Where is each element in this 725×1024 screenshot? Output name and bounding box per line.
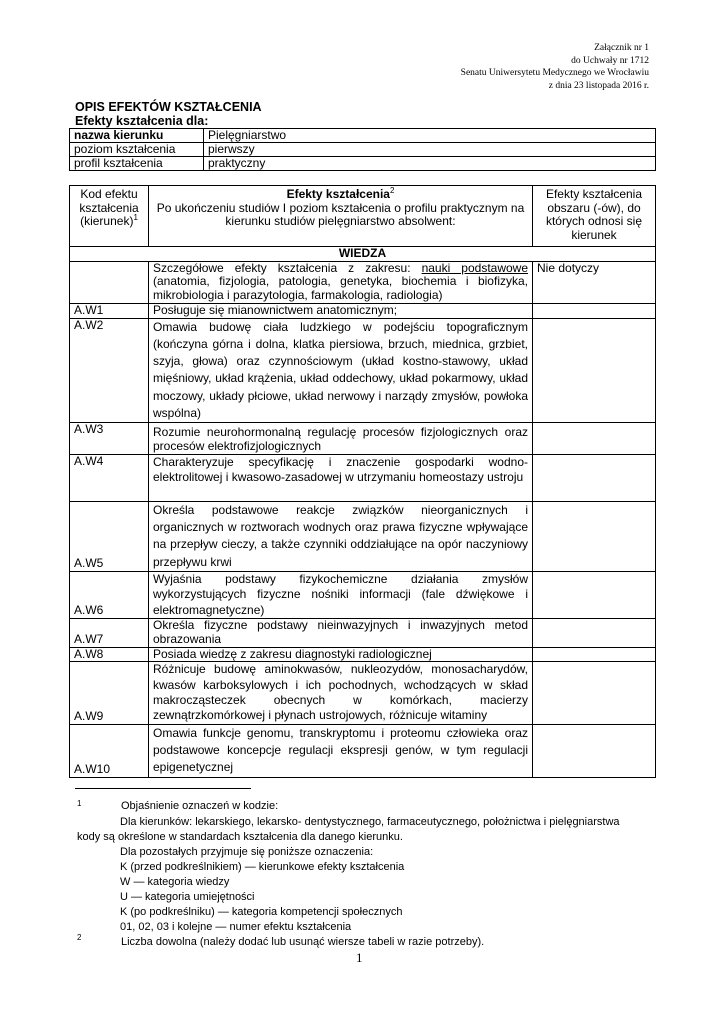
area-cell: Nie dotyczy [533,261,656,303]
code-cell [70,261,149,303]
learning-outcomes-table [69,185,656,778]
footnote-mark: 1 [77,799,82,808]
outcomes-header-text: Po ukończeniu studiów I poziom kształcenia o profilu praktycznym na kierunku studiów pielęgniarstwo absolwent: [156,200,525,229]
code-cell: A.W8 [70,647,149,662]
outcome-cell: Różnicuje budowę aminokwasów, nukleozydów, monosacharydów, kwasów karboksylowych i ich pochodnych, wchodzących w skład makrocząsteczek obecnych w komórkach, macierzy zewnątrzkomórkowej i płynach ustrojowych, różnicuje witaminy [149,662,533,725]
footnote-mark: 2 [77,933,82,942]
table-header-row [70,186,656,247]
outcome-cell: Wyjaśnia podstawy fizykochemiczne działania zmysłów wykorzystujących fizyczne nośniki informacji (fale dźwiękowe i elektromagnetyczne) [149,571,533,618]
table-row [70,647,656,662]
code-cell: A.W1 [70,303,149,318]
info-label: profil kształcenia [70,157,204,171]
document-subtitle: Efekty kształcenia dla: [75,114,209,128]
table-row [70,619,656,647]
outcomes-column-header [149,186,533,247]
area-cell [533,423,656,454]
footnote-ref: 1 [133,213,138,223]
table-row [70,261,656,303]
footnote-line: Dla pozostałych przyjmuje się poniższe oznaczenia: [120,846,374,858]
annex-header [349,42,649,92]
area-cell [533,724,656,777]
senate-name: Senatu Uniwersytetu Medycznego we Wrocławiu [460,68,649,78]
document-title: OPIS EFEKTÓW KSZTAŁCENIA [75,100,262,114]
resolution-date: z dnia 23 listopada 2016 r. [548,80,649,91]
code-column-header: Kod efektu kształcenia (kierunek)$^1$ [70,186,149,247]
footnote-ref: 2 [389,186,395,195]
info-row [70,129,656,143]
footnote-line: kody są określone w standardach kształcenia dla danego kierunku. [77,831,403,843]
footnote-line: Dla kierunków: lekarskiego, lekarsko- dentystycznego, farmaceutycznego, położnictwa i pielęgniarstwa [120,816,620,828]
intro-underlined: nauki podstawowe [421,260,529,275]
page-number: 1 [356,950,363,965]
area-cell [533,303,656,318]
footnote-line: Liczba dowolna (należy dodać lub usunąć wiersze tabeli w razie potrzeby). [121,936,485,948]
table-row [70,501,656,571]
area-cell [533,454,656,501]
code-cell: A.W7 [70,619,149,647]
info-label: poziom kształcenia [70,143,204,157]
footnote-separator [75,788,251,789]
outcome-cell: Szczegółowe efekty kształcenia z zakresu: nauki podstawowe (anatomia, fizjologia, patologia, genetyka, biochemia i biofizyka, mikrobiologia i parazytologia, farmakologia, radiologia) [149,261,533,303]
footnote-line: U — kategoria umiejętności [120,891,255,903]
section-heading: WIEDZA [70,247,656,262]
footnote-line: W — kategoria wiedzy [120,876,230,888]
footnote-title: Objaśnienie oznaczeń w kodzie: [121,800,279,812]
footnote-line: K (przed podkreślnikiem) — kierunkowe efekty kształcenia [120,861,405,873]
table-row [70,571,656,618]
section-row [70,247,656,262]
code-cell: A.W2 [70,318,149,423]
info-value: Pielęgniarstwo [204,129,656,143]
area-cell [533,619,656,647]
area-column-header: Efekty kształcenia obszaru (-ów), do których odnosi się kierunek [533,186,656,247]
outcome-cell: Omawia budowę ciała ludzkiego w podejściu topograficznym (kończyna górna i dolna, klatka piersiowa, brzuch, miednica, grzbiet, szyja, głowa) oraz czynnościowym (układ kostno-stawowy, układ mięśniowy, układ krążenia, układ oddechowy, układ pokarmowy, układ moczowy, układy płciowe, układ nerwowy i narządy zmysłów, powłoka wspólna) [149,318,533,423]
area-cell [533,647,656,662]
code-cell: A.W6 [70,571,149,618]
info-value: pierwszy [204,143,656,157]
table-row [70,318,656,423]
footnote-line: 01, 02, 03 i kolejne — numer efektu kształcenia [120,921,352,933]
table-row [70,423,656,454]
code-cell: A.W4 [70,454,149,501]
area-cell [533,662,656,725]
program-info-table [69,128,656,171]
table-row [70,724,656,777]
info-row [70,143,656,157]
code-cell: A.W9 [70,662,149,725]
table-row [70,662,656,725]
outcome-cell: Posługuje się mianownictwem anatomicznym; [149,303,533,318]
area-cell [533,571,656,618]
table-row [70,454,656,501]
outcome-cell: Rozumie neurohormonalną regulację procesów fizjologicznych oraz procesów elektrofizjologicznych [149,423,533,454]
info-value: praktyczny [204,157,656,171]
code-cell: A.W3 [70,423,149,454]
outcome-cell: Określa fizyczne podstawy nieinwazyjnych i inwazyjnych metod obrazowania [149,619,533,647]
code-cell: A.W5 [70,501,149,571]
outcome-cell: Posiada wiedzę z zakresu diagnostyki radiologicznej [149,647,533,662]
outcome-cell: Charakteryzuje specyfikację i znaczenie gospodarki wodno-elektrolitowej i kwasowo-zasadowej w utrzymaniu homeostazy ustroju [149,454,533,501]
outcomes-header-title: Efekty kształcenia [286,187,390,201]
resolution-number: do Uchwały nr 1712 [571,55,649,66]
outcome-cell: Omawia funkcje genomu, transkryptomu i proteomu człowieka oraz podstawowe koncepcje regulacji ekspresji genów, w tym regulacji epigenetycznej [149,724,533,777]
info-label: nazwa kierunku [70,129,204,143]
area-cell [533,318,656,423]
code-cell: A.W10 [70,724,149,777]
table-row [70,303,656,318]
annex-number: Załącznik nr 1 [594,43,649,53]
footnote-line: K (po podkreślniku) — kategoria kompetencji społecznych [120,906,403,918]
outcome-cell: Określa podstawowe reakcje związków nieorganicznych i organicznych w roztworach wodnych oraz prawa fizyczne wpływające na przepływ cieczy, a także czynniki oddziałujące na opór naczyniowy przepływu krwi [149,501,533,571]
area-cell [533,501,656,571]
info-row [70,157,656,171]
